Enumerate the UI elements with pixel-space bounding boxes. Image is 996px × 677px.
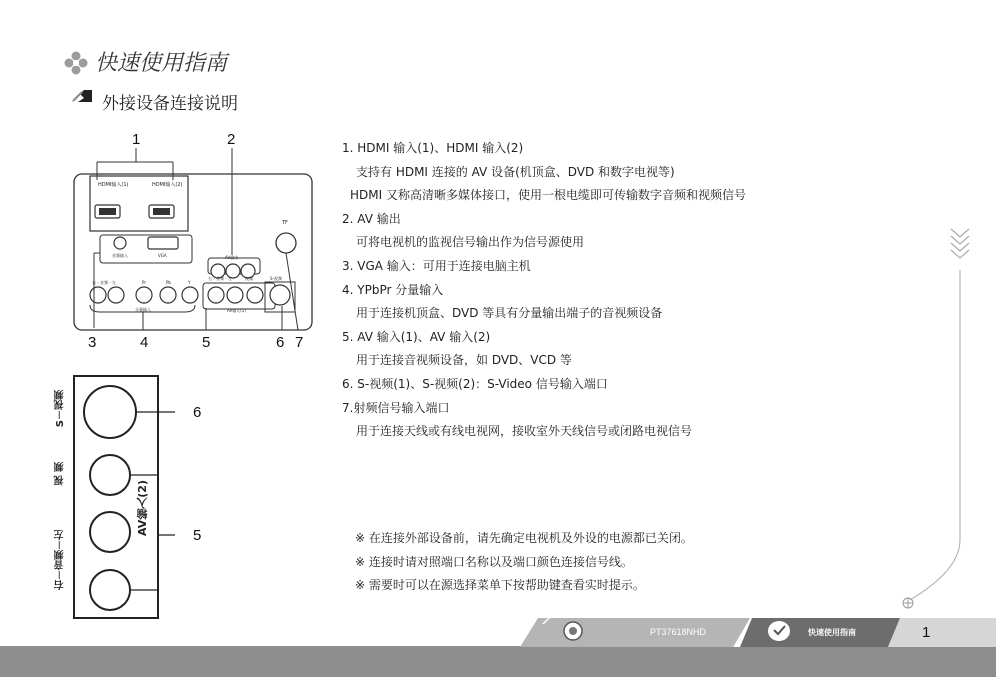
decorative-curve xyxy=(895,270,996,615)
desc-line: HDMI 又称高清晰多媒体接口，使用一根电缆即可传输数字音频和视频信号 xyxy=(350,188,746,203)
desc-line: 用于连接音视频设备，如 DVD、VCD 等 xyxy=(356,353,572,368)
callout-6: 6 xyxy=(276,334,285,351)
section-subtitle: 外接设备连接说明 xyxy=(102,94,238,114)
closeup-svideo-label: S－视频 xyxy=(55,390,66,428)
title-flower-icon xyxy=(63,50,89,76)
desc-line: 5. AV 输入(1)、AV 输入(2) xyxy=(342,329,491,344)
callout-1: 1 xyxy=(132,131,141,148)
ypbpr-label: 分量输入 xyxy=(135,307,151,312)
crosshair-icon xyxy=(902,597,914,609)
closeup-callout-5: 5 xyxy=(193,527,202,544)
shield-badge-icon xyxy=(766,619,792,643)
back-panel-diagram xyxy=(60,130,320,355)
closeup-audio-label: 右－音频－左 xyxy=(55,530,66,590)
desc-line: 4. YPbPr 分量输入 xyxy=(342,282,444,297)
av-out-label: AV输出 xyxy=(225,255,239,260)
chevron-down-icon xyxy=(948,225,972,265)
svideo-label: S-视频 xyxy=(270,276,282,281)
callout-4: 4 xyxy=(140,334,149,351)
note-line: ※ 需要时可以在源选择菜单下按帮助键查看实时提示。 xyxy=(355,578,645,592)
hdmi1-label: HDMI输入(1) xyxy=(98,182,129,188)
back-panel-drawing xyxy=(60,130,320,355)
av-in-audio-label: 右 - 音频 - 左 xyxy=(208,276,232,281)
callout-5: 5 xyxy=(202,334,211,351)
page-number: 1 xyxy=(922,624,931,641)
callout-2: 2 xyxy=(227,131,236,148)
desc-line: 支持有 HDMI 连接的 AV 设备(机顶盒、DVD 和数字电视等) xyxy=(356,164,675,179)
av-in-video-label: 视频 xyxy=(245,276,253,281)
footer-model: PT37618NHD xyxy=(650,627,707,637)
vga-label: VGA xyxy=(158,253,167,258)
av-in1-label: AV输入(1) xyxy=(227,308,246,313)
callout-7: 7 xyxy=(295,334,304,351)
pr-label: Pr xyxy=(142,280,146,285)
closeup-video-label: 视 频 xyxy=(55,462,66,486)
desc-line: 3. VGA 输入：可用于连接电脑主机 xyxy=(342,258,531,273)
footer-guide: 快速使用指南 xyxy=(808,628,856,637)
closeup-callout-6: 6 xyxy=(193,404,202,421)
port-descriptions xyxy=(342,137,882,444)
hdmi2-label: HDMI输入(2) xyxy=(152,182,183,188)
closeup-diagram xyxy=(50,370,290,635)
safety-notes xyxy=(355,527,693,598)
footer-bar xyxy=(0,646,996,677)
desc-line: 可将电视机的监视信号输出作为信号源使用 xyxy=(356,235,585,250)
callout-3: 3 xyxy=(88,334,97,351)
tf-label: TF xyxy=(282,220,288,226)
desc-line: 1. HDMI 输入(1)、HDMI 输入(2) xyxy=(342,141,524,155)
closeup-drawing xyxy=(50,370,290,635)
desc-line: 7.射频信号输入端口 xyxy=(342,400,450,415)
subtitle-pen-icon xyxy=(70,88,94,104)
circle-badge-icon xyxy=(562,620,584,642)
closeup-av-in2-label: AV输入(2) xyxy=(136,480,149,536)
desc-line: 2. AV 输出 xyxy=(342,211,401,226)
note-line: ※ 在连接外部设备前，请先确定电视机及外设的电源都已关闭。 xyxy=(355,531,693,545)
desc-line: 用于连接天线或有线电视网，接收室外天线信号或闭路电视信号 xyxy=(356,424,693,439)
audio-out-label: 音频输入 xyxy=(112,253,128,258)
desc-line: 6. S-视频(1)、S-视频(2)：S-Video 信号输入端口 xyxy=(342,376,608,391)
desc-line: 用于连接机顶盒、DVD 等具有分量输出端子的音视频设备 xyxy=(356,306,663,321)
page-title: 快速使用指南 xyxy=(95,51,228,76)
note-line: ※ 连接时请对照端口名称以及端口颜色连接信号线。 xyxy=(355,554,633,569)
y-label: Y xyxy=(188,280,191,285)
ypbpr-audio-label: 右 - 音频 - 左 xyxy=(92,280,116,285)
pb-label: Pb xyxy=(166,280,171,285)
